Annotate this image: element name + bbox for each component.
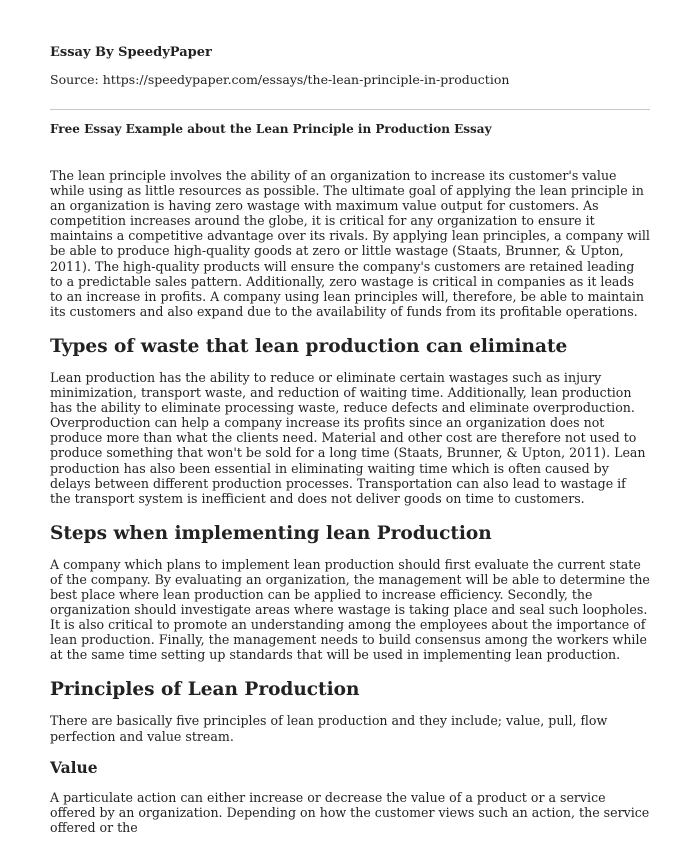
subsection-paragraph-value: A particulate action can either increase or decrease the value of a product or a service offered by an organization. Depending on how the customer views such an action, the service offered or the bbox=[50, 789, 650, 835]
intro-paragraph: The lean principle involves the ability of an organization to increase its customer's value while using as little resources as possible. The ultimate goal of applying the lean principle in an organization is having zero wastage with maximum value output for customers. As competition increases around the globe, it is critical for any organization to ensure it maintains a competitive advantage over its rivals. By applying lean principles, a company will be able to produce high-quality goods at zero or little wastage (Staats, Brunner, & Upton, 2011). The high-quality products will ensure the company's customers are retained leading to a predictable sales pattern. Additionally, zero wastage is critical in companies as it leads to an increase in profits. A company using lean principles will, therefore, be able to maintain its customers and also expand due to the availability of funds from its profitable operations. bbox=[50, 168, 650, 319]
section-heading-waste-types: Types of waste that lean production can eliminate bbox=[50, 335, 568, 357]
section-heading-implementation-steps: Steps when implementing lean Production bbox=[50, 522, 492, 544]
section-paragraph-principles: There are basically five principles of lean production and they include; value, pull, flow perfection and value stream. bbox=[50, 713, 608, 744]
subsection-heading-value: Value bbox=[50, 757, 98, 777]
source-line: Source: https://speedypaper.com/essays/the-lean-principle-in-production bbox=[50, 72, 510, 87]
section-paragraph-waste-types: Lean production has the ability to reduce or eliminate certain wastages such as injury minimization, transport waste, and reduction of waiting time. Additionally, lean production has the ability to eliminate processing waste, reduce defects and eliminate overproduction. Overproduction can help a company increase its profits since an organization does not produce more than what the clients need. Material and other cost are therefore not used to produce something that won't be sold for a long time (Staats, Brunner, & Upton, 2011). Lean production has also been essential in eliminating waiting time which is often caused by delays between different production processes. Transportation can also lead to wastage if the transport system is inefficient and does not deliver goods on time to customers. bbox=[50, 369, 646, 506]
section-paragraph-implementation-steps: A company which plans to implement lean production should first evaluate the current state of the company. By evaluating an organization, the management will be able to determine the best place where lean production can be applied to increase efficiency. Secondly, the organization should investigate areas where wastage is taking place and seal such loopholes. It is also critical to promote an understanding among the employees about the importance of lean production. Finally, the management needs to build consensus among the workers while at the same time setting up standards that will be used in implementing lean production. bbox=[50, 556, 650, 663]
essay-title: Free Essay Example about the Lean Principle in Production Essay bbox=[50, 122, 492, 136]
section-heading-principles: Principles of Lean Production bbox=[50, 679, 360, 701]
header-divider bbox=[50, 109, 650, 110]
essay-body bbox=[50, 168, 650, 835]
brand-title: Essay By SpeedyPaper bbox=[50, 45, 212, 60]
